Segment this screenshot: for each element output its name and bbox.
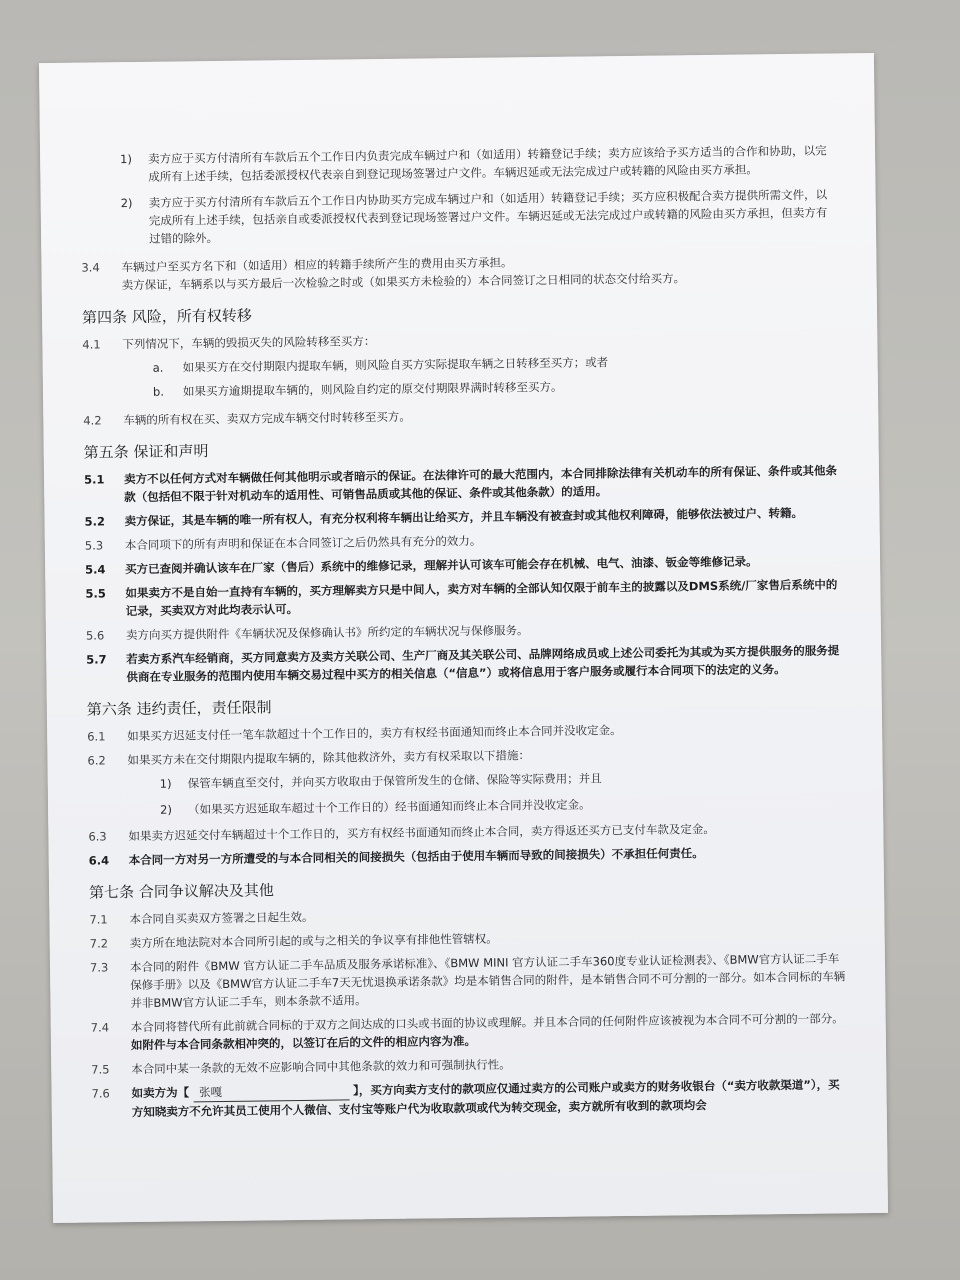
clause-7-2 [90, 925, 845, 952]
clause-5-2 [84, 503, 839, 530]
clause-number: 5.6 [85, 628, 105, 643]
clause-7-3 [90, 949, 846, 1012]
section-5-heading: 第五条 保证和声明 [83, 442, 209, 462]
clause-number: 7.6 [91, 1086, 110, 1101]
item-label: 2) [159, 802, 172, 817]
contract-page [39, 53, 888, 1223]
item-label: b. [152, 384, 165, 399]
item-label: a. [152, 360, 164, 375]
clause-4-1 [82, 326, 837, 353]
item-label: 1) [159, 776, 172, 791]
clause-6-2 [87, 742, 842, 769]
item-text: 如果买方在交付期限内提取车辆，则风险自买方实际提取车辆之日转移至买方；或者 [182, 355, 609, 375]
clause-3-3-item-1 [120, 141, 835, 186]
clause-text-pre: 如卖方为【 [131, 1085, 190, 1101]
clause-6-2-item-1 [160, 766, 843, 792]
clause-7-5 [91, 1051, 846, 1078]
section-6-heading: 第六条 违约责任，责任限制 [86, 698, 272, 719]
clause-5-5 [85, 575, 840, 620]
clause-number: 7.1 [89, 912, 108, 927]
clause-text: 如果卖方迟延交付车辆超过十个工作日的，买方有权经书面通知而终止本合同，卖方得返还买方已支付车款及定金。 [128, 821, 715, 844]
clause-number: 7.5 [91, 1062, 110, 1077]
section-7-heading: 第七条 合同争议解决及其他 [88, 881, 274, 902]
clause-number: 3.4 [81, 260, 100, 275]
seller-name-field: 张嘎 [193, 1081, 349, 1102]
clause-text: 本合同将替代所有此前就合同标的于双方之间达成的口头或书面的协议或理解。并且本合同的任何附件应该被视为本合同不可分割的一部分。 [130, 1011, 844, 1035]
clause-5-4 [85, 551, 840, 578]
contract-content [80, 141, 847, 1127]
clause-text: 卖方所在地法院对本合同所引起的或与之相关的争议享有排他性管辖权。 [129, 931, 498, 951]
clause-text: 如果买方未在交付期限内提取车辆的，除其他救济外，卖方有权采取以下措施： [127, 748, 531, 768]
clause-number: 7.2 [89, 936, 109, 951]
clause-text-bold: 如附件与本合同条款相冲突的，以签订在后的文件的相应内容为准。 [130, 1033, 477, 1053]
item-label: 1) [120, 152, 133, 167]
clause-3-4 [81, 249, 836, 294]
clause-number: 5.1 [83, 472, 105, 487]
clause-7-4 [91, 1009, 846, 1054]
clause-6-2-item-2 [160, 792, 843, 818]
item-label: 2) [120, 196, 133, 211]
clause-number: 6.4 [88, 853, 110, 868]
clause-7-1 [89, 901, 844, 928]
clause-text: 本合同一方对另一方所遭受的与本合同相关的间接损失（包括由于使用车辆而导致的间接损失）不承担任何责任。 [128, 846, 704, 868]
clause-text: 本合同中某一条款的无效不应影响合同中其他条款的效力和可强制执行性。 [131, 1057, 511, 1077]
item-text: 如果买方逾期提取车辆的，则风险自约定的原交付期限界满时转移至买方。 [182, 379, 563, 399]
clause-number: 4.1 [82, 337, 101, 352]
clause-text: 买方已查阅并确认该车在厂家（售后）系统中的维修记录，理解并认可该车可能会存在机械、电气、油漆、钣金等维修记录。 [125, 554, 758, 577]
clause-text: 若卖方系汽车经销商，买方同意卖方及卖方关联公司、生产厂商及其关联公司、品牌网络成员或上述公司委托为其或为买方提供服务的服务提供商在专业服务的范围内使用车辆交易过程中买方的相关信息（“信息”）或将信息用于客户服务或履行本合同项下的法定的义务。 [126, 643, 840, 685]
item-text: 卖方应于买方付清所有车款后五个工作日内负责完成车辆过户和（如适用）转籍登记手续；卖方应该给予买方适当的合作和协助，以完成所有上述手续，包括委派授权代表亲自到登记现场签署过户文件。车辆迟延或无法完成过户或转籍的风险由买方承担。 [148, 143, 827, 184]
clause-text: 如果卖方不是自始一直持有车辆的，买方理解卖方只是中间人，卖方对车辆的全部认知仅限于前车主的披露以及DMS系统/厂家售后系统中的记录，买卖双方对此均表示认可。 [125, 577, 838, 619]
clause-number: 6.2 [87, 753, 106, 768]
clause-5-1 [84, 461, 839, 506]
clause-text: 下列情况下，车辆的毁损灭失的风险转移至买方： [122, 334, 376, 352]
clause-number: 5.5 [85, 586, 106, 601]
clause-number: 7.3 [89, 960, 109, 975]
clause-text-post: 】，买方向卖方支付的款项应仅通过卖方的公司账户或卖方的财务收银台（“卖方收款渠道”），买方知晓卖方不允许其员工使用个人微信、支付宝等账户代为收取款项或代为转交现金，卖方就所有收到的款项均会 [131, 1077, 840, 1120]
clause-text: 本合同的附件《BMW 官方认证二手车品质及服务承诺标准》、《BMW MINI 官方认证二手车360度专业认证检测表》、《BMW官方认证二手车保修手册》以及《BMW官方认证二手车7天无忧退换承诺条款》均是本销售合同的附件，是本销售合同不可分割的一部分。如本合同标的车辆并非BMW官方认证二手车，则本条款不适用。 [129, 951, 846, 1011]
clause-4-1-a [153, 350, 838, 376]
clause-text: 如果买方迟延支付任一笔车款超过十个工作日的，卖方有权经书面通知而终止本合同并没收定金。 [127, 723, 622, 744]
clause-text: 卖方不以任何方式对车辆做任何其他明示或者暗示的保证。在法律许可的最大范围内，本合同排除法律有关机动车的所有保证、条件或其他条款（包括但不限于针对机动车的适用性、可销售品质或其他的保证、条件或其他条款）的适用。 [123, 463, 838, 505]
clause-number: 7.4 [90, 1020, 110, 1035]
clause-5-7 [86, 641, 841, 686]
item-text: 保管车辆直至交付，并向买方收取由于保管所发生的仓储、保险等实际费用；并且 [187, 771, 602, 791]
clause-number: 4.2 [83, 413, 102, 428]
clause-text: 卖方保证，其是车辆的唯一所有权人，有充分权利将车辆出让给买方，并且车辆没有被查封或其他权利障碍，能够依法被过户、转籍。 [124, 505, 804, 529]
clause-text: 卖方向买方提供附件《车辆状况及保修确认书》所约定的车辆状况与保修服务。 [125, 623, 529, 643]
clause-6-4 [89, 842, 844, 869]
clause-text-2: 卖方保证，车辆系以与买方最后一次检验之时或（如果买方未检验的）本合同签订之日相同的状态交付给买方。 [121, 271, 686, 293]
clause-text: 本合同项下的所有声明和保证在本合同签订之后仍然具有充分的效力。 [124, 533, 482, 553]
clause-6-3 [88, 818, 843, 845]
clause-5-6 [86, 617, 841, 644]
clause-number: 5.7 [86, 652, 107, 667]
item-text: 卖方应于买方付清所有车款后五个工作日内协助买方完成车辆过户和（如适用）转籍登记手续；买方应积极配合卖方提供所需文件，以完成所有上述手续，包括亲自或委派授权代表到登记现场签署过户文件。车辆迟延或无法完成过户或转籍的风险由买方承担，但卖方有过错的除外。 [148, 187, 828, 246]
clause-text: 本合同自买卖双方签署之日起生效。 [129, 909, 314, 927]
clause-4-2 [83, 402, 838, 429]
clause-text: 车辆的所有权在买、卖双方完成车辆交付时转移至买方。 [123, 409, 411, 428]
clause-number: 6.1 [87, 729, 106, 744]
clause-7-6 [91, 1075, 846, 1121]
section-4-heading: 第四条 风险，所有权转移 [81, 306, 252, 327]
clause-number: 5.4 [85, 562, 106, 577]
clause-6-1 [87, 718, 842, 745]
clause-number: 6.3 [88, 829, 107, 844]
clause-text: 车辆过户至买方名下和（如适用）相应的转籍手续所产生的费用由买方承担。 [121, 255, 513, 275]
clause-number: 5.2 [84, 514, 106, 529]
item-text: （如果买方迟延取车超过十个工作日的）经书面通知而终止本合同并没收定金。 [187, 797, 591, 817]
clause-4-1-b [153, 374, 838, 400]
clause-number: 5.3 [84, 538, 104, 553]
clause-3-3-item-2 [121, 185, 837, 248]
clause-5-3 [85, 527, 840, 554]
